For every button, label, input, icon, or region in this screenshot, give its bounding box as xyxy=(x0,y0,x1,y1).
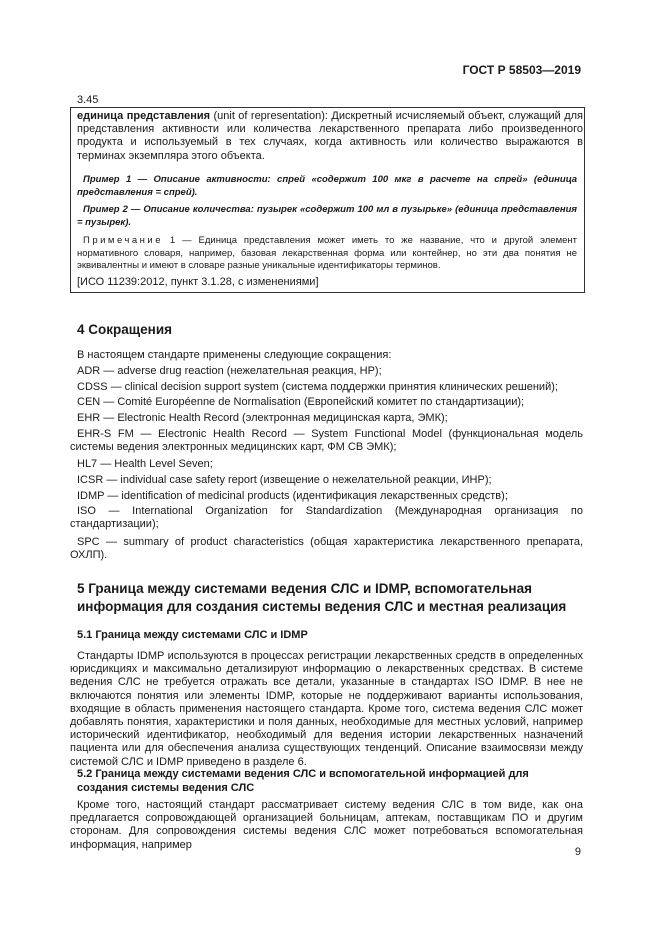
abbreviation-item: CDSS — clinical decision support system (система поддержки принятия клинических решений); xyxy=(77,381,558,393)
abbreviation-item: EHR-S FM — Electronic Health Record — System Functional Model (функциональная модель системы ведения электронных медицинских карт, ФМ СВ ЭМК); xyxy=(70,428,583,454)
abbreviation-item: EHR — Electronic Health Record (электронная медицинская карта, ЭМК); xyxy=(77,412,448,424)
abbreviation-item: SPC — summary of product characteristics (общая характеристика лекарственного препарата, ОХЛП). xyxy=(70,536,583,562)
document-standard-number: ГОСТ Р 58503—2019 xyxy=(462,63,581,77)
abbreviations-intro: В настоящем стандарте применены следующие сокращения: xyxy=(77,349,392,361)
term-example-2: Пример 2 — Описание количества: пузырек «содержит 100 мл в пузырьке» (единица представления = пузырек). xyxy=(77,204,577,228)
abbreviation-item: ISO — International Organization for Standardization (Международная организация по стандартизации); xyxy=(70,505,583,531)
term-number: 3.45 xyxy=(77,94,99,106)
term-source: [ИСО 11239:2012, пункт 3.1.28, с изменениями] xyxy=(77,276,319,288)
section-5-2-text: Кроме того, настоящий стандарт рассматривает систему ведения СЛС в том виде, как она предлагается сопровождающей организацией больницам, аптекам, поставщикам ПО и другим сторонам. Для сопровождения системы ведения СЛС может потребоваться вспомогательная информация, например xyxy=(70,799,583,851)
section-5-2-title: 5.2 Граница между системами ведения СЛС и вспомогательной информацией для создания системы ведения СЛС xyxy=(77,768,529,794)
abbreviation-item: HL7 — Health Level Seven; xyxy=(77,458,213,470)
section-5-1-title: 5.1 Граница между системами СЛС и IDMP xyxy=(77,629,308,641)
term-definition-text: (unit of representation): Дискретный исчисляемый объект, служащий для представления активности или количества лекарственного препарата либо произведенного продукта и используемый в тех случаях, когда активность или количество выражаются в терминах экземпляра этого объекта. xyxy=(77,110,584,162)
note-label: Примечание xyxy=(83,235,163,246)
term-note xyxy=(77,235,577,273)
abbreviation-item: ADR — adverse drug reaction (нежелательная реакция, НР); xyxy=(77,365,382,377)
abbreviation-item: CEN — Comité Européenne de Normalisation (Европейский комитет по стандартизации); xyxy=(77,396,525,408)
page-number: 9 xyxy=(574,846,581,858)
section-4-title: 4 Сокращения xyxy=(77,322,172,337)
abbreviation-item: ICSR — individual case safety report (извещение о нежелательной реакции, ИНР); xyxy=(77,474,492,486)
term-example-1: Пример 1 — Описание активности: спрей «содержит 100 мкг в расчете на спрей» (единица представления = спрей). xyxy=(77,174,577,198)
term-definition xyxy=(77,110,583,163)
term-name: единица представления xyxy=(77,110,211,122)
section-5-title: 5 Граница между системами ведения СЛС и IDMP, вспомогательная информация для создания системы ведения СЛС и местная реализация xyxy=(77,581,567,614)
section-5-1-text: Стандарты IDMP используются в процессах регистрации лекарственных средств в определенных юрисдикциях и максимально детализируют информацию о лекарственных средствах. В системе ведения СЛС не требуется отражать все детали, указанные в стандартах ISO IDMP. В нее не включаются понятия или элементы IDMP, которые не поддерживают варианты использования, входящие в область применения настоящего стандарта. Кроме того, система ведения СЛС может добавлять понятия, характеристики и поля данных, необходимые для местных условий, например исторический идентификатор, необходимый для ведения истории лекарственных назначений пациента или для обеспечения анализа существующих тенденций. Описание взаимосвязи между системой СЛС и IDMP приведено в разделе 6. xyxy=(70,650,583,768)
abbreviation-item: IDMP — identification of medicinal products (идентификация лекарственных средств); xyxy=(77,490,508,502)
note-text: 1 — Единица представления может иметь то же название, что и другой элемент нормативного словаря, например, базовая лекарственная форма или контейнер, но эти два понятия не эквивалентны и имеют в словаре разные уникальные идентификаторы терминов. xyxy=(77,235,577,271)
